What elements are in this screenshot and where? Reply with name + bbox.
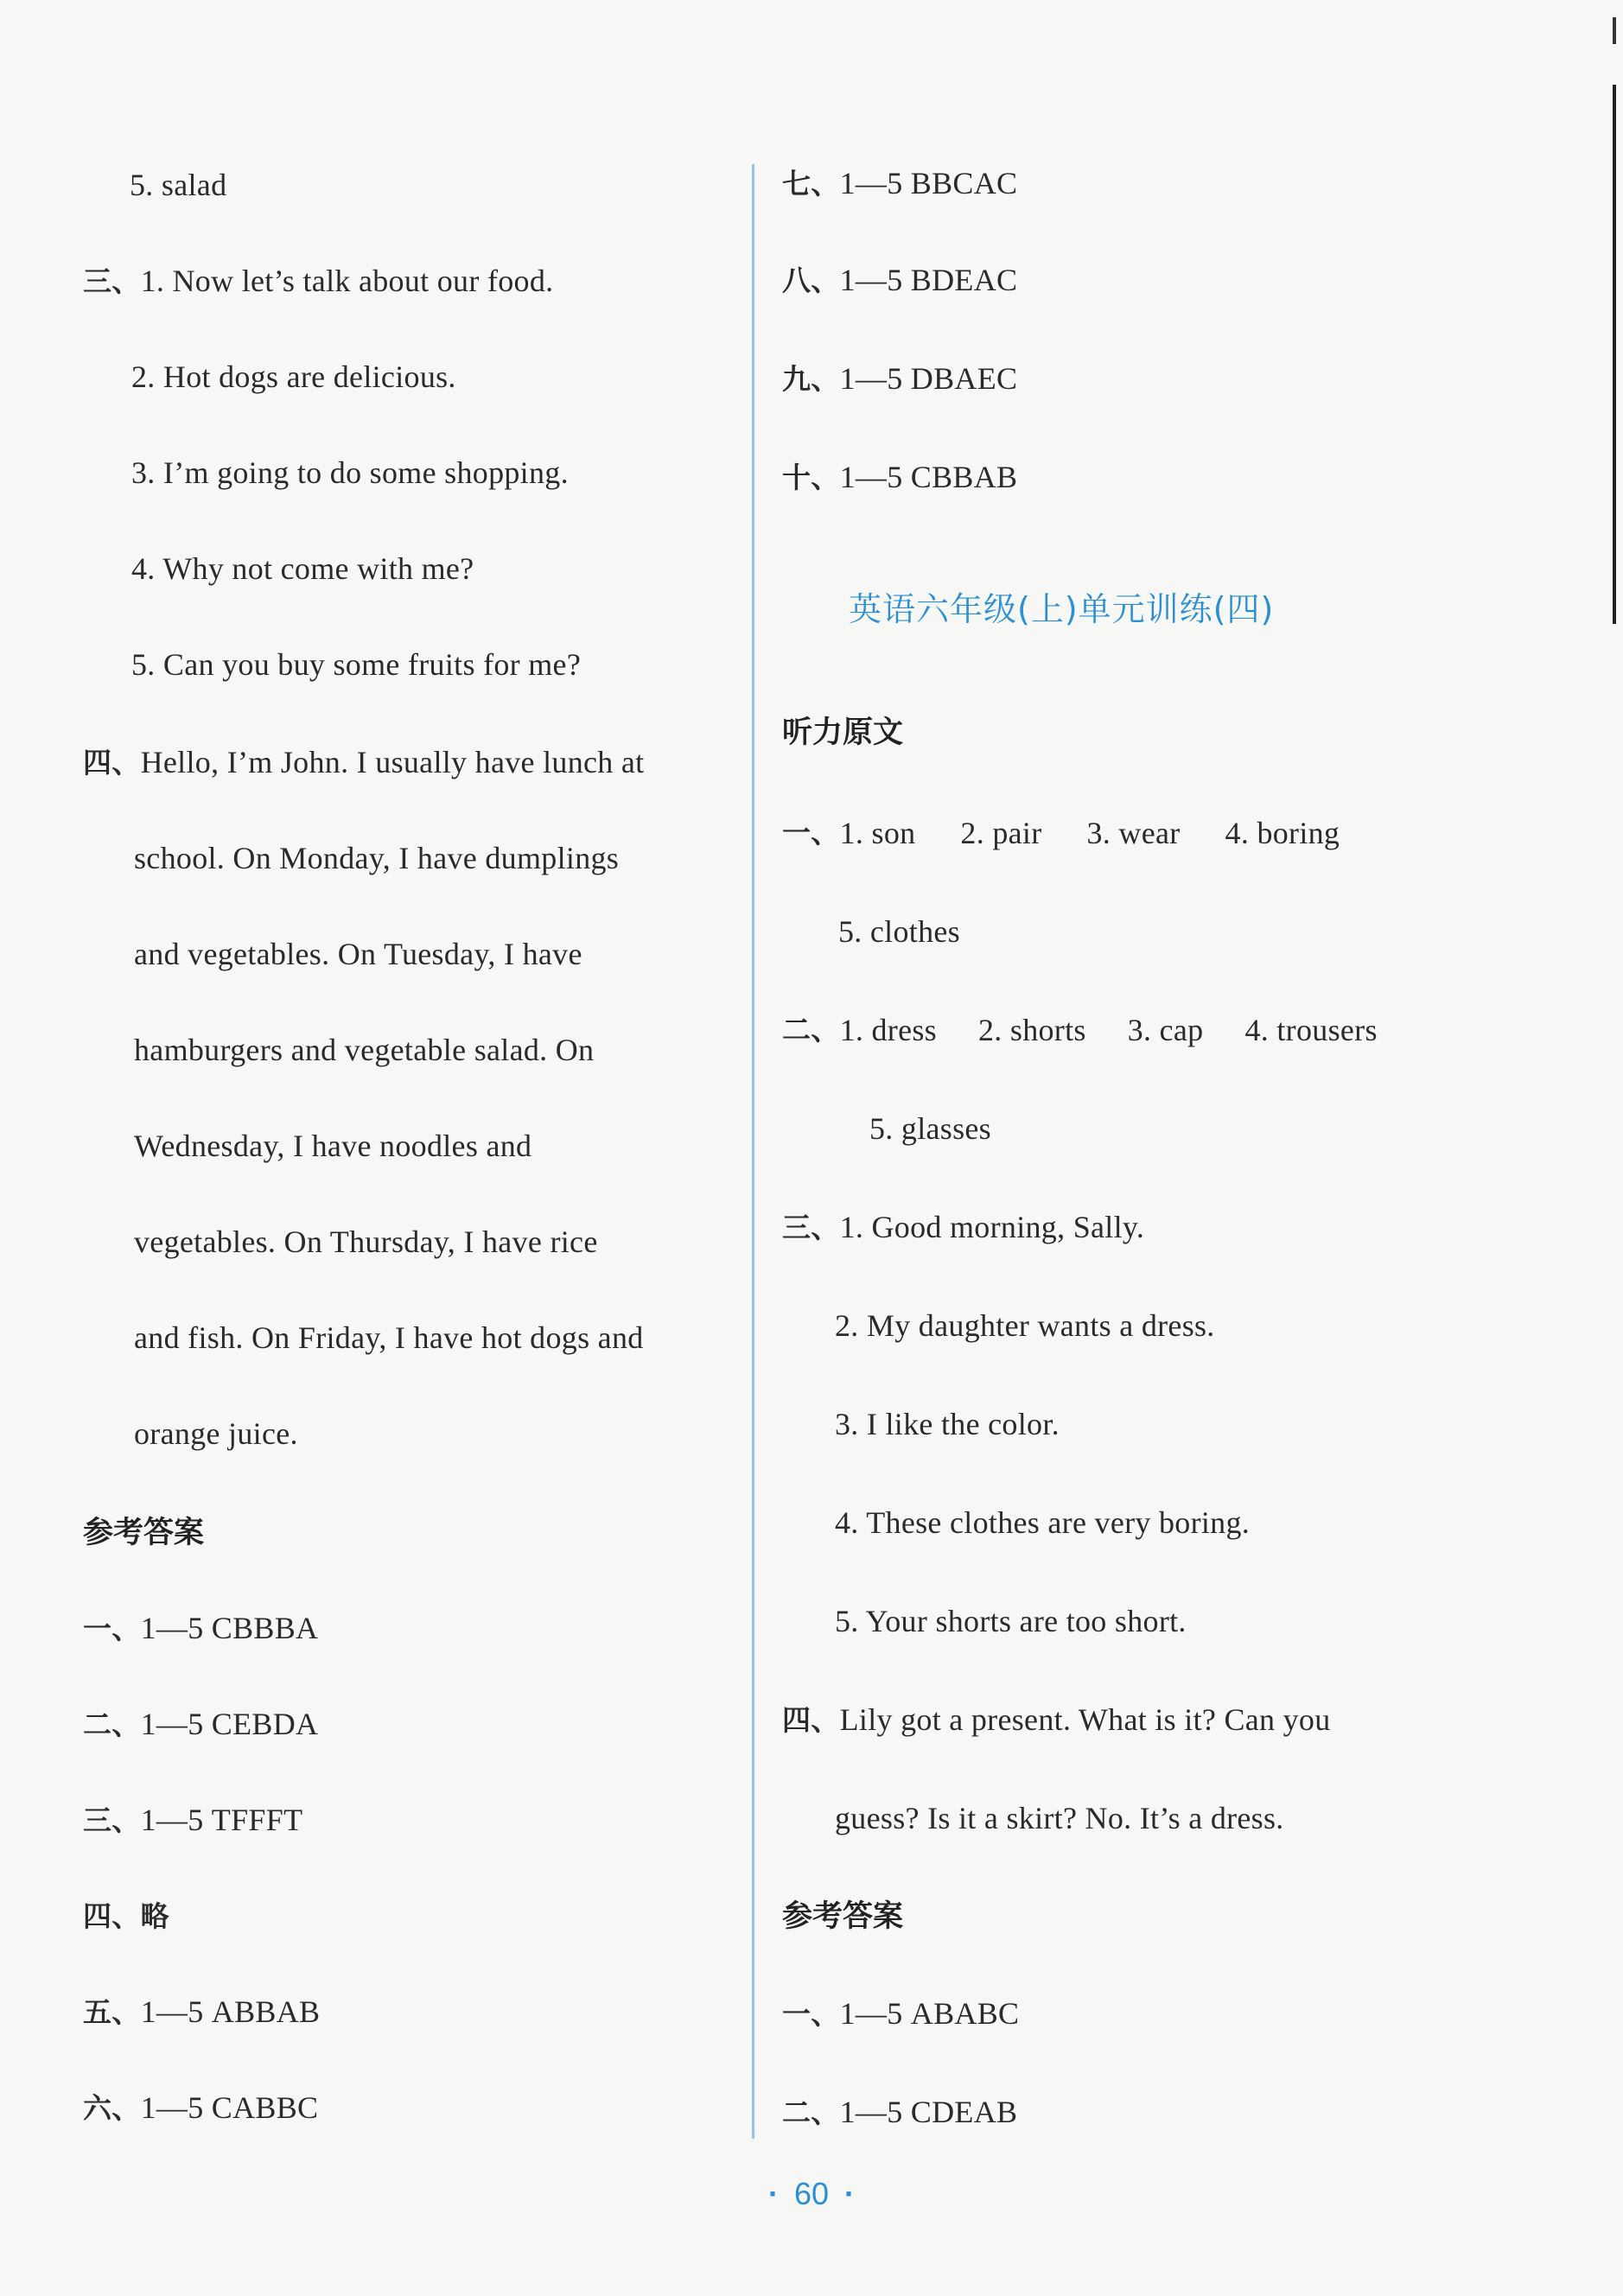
right-q4-line-2: guess? Is it a skirt? No. It’s a dress. xyxy=(835,1801,1284,1835)
left-answers-heading: 参考答案 xyxy=(83,1516,205,1550)
right-answer-10: 十、1—5 CBBAB xyxy=(782,460,1018,494)
page-number-value: 60 xyxy=(793,2176,830,2211)
column-divider xyxy=(752,164,754,2139)
right-q4-label: 四、 xyxy=(782,1703,840,1737)
left-q4-label: 四、 xyxy=(83,746,141,779)
right-q1-item: 3. wear xyxy=(1086,816,1181,850)
right-q1-item: 1. son xyxy=(839,816,916,850)
left-q3-label: 三、 xyxy=(83,264,141,298)
page-dot-left: · xyxy=(767,2176,779,2211)
left-answer-6: 六、1—5 CABBC xyxy=(83,2090,319,2125)
right-answer-8: 八、1—5 BDEAC xyxy=(782,263,1018,297)
left-answer-4: 四、略 xyxy=(83,1899,169,1933)
page-number xyxy=(0,2176,1623,2212)
left-q4-line-7: and fish. On Friday, I have hot dogs and xyxy=(134,1320,644,1355)
left-item-salad: 5. salad xyxy=(130,168,227,202)
left-q3-2: 2. Hot dogs are delicious. xyxy=(131,359,456,394)
right-q2-label: 二、 xyxy=(782,1013,840,1046)
right-q3-4: 4. These clothes are very boring. xyxy=(835,1505,1251,1540)
left-q4-line-1: 四、Hello, I’m John. I usually have lunch at xyxy=(83,745,645,779)
right-q3-2: 2. My daughter wants a dress. xyxy=(835,1308,1215,1343)
left-q4-line-5: Wednesday, I have noodles and xyxy=(134,1129,532,1163)
left-q4-line-8: orange juice. xyxy=(134,1416,298,1451)
right-answers-heading: 参考答案 xyxy=(782,1899,904,1934)
right-answer-9: 九、1—5 DBAEC xyxy=(782,361,1018,396)
right-answer-7: 七、1—5 BBCAC xyxy=(782,166,1018,200)
right-answer-1: 一、1—5 ABABC xyxy=(782,1996,1020,2031)
right-q3-3: 3. I like the color. xyxy=(835,1407,1060,1441)
right-q2-line xyxy=(782,1011,1422,1049)
right-q3-1: 三、1. Good morning, Sally. xyxy=(782,1210,1145,1244)
right-q2-item: 1. dress xyxy=(839,1013,937,1047)
left-q4-line-4: hamburgers and vegetable salad. On xyxy=(134,1033,595,1067)
right-q3-5: 5. Your shorts are too short. xyxy=(835,1604,1187,1638)
left-answer-3: 三、1—5 TFFFT xyxy=(83,1803,303,1837)
right-q2-item: 2. shorts xyxy=(978,1013,1086,1047)
left-q3-1: 三、1. Now let’s talk about our food. xyxy=(83,264,554,298)
right-q4-line-1: 四、Lily got a present. What is it? Can you xyxy=(782,1702,1331,1737)
right-q2-item: 4. trousers xyxy=(1244,1013,1378,1047)
right-q1-label: 一、 xyxy=(782,816,840,849)
left-answer-1: 一、1—5 CBBBA xyxy=(83,1611,319,1645)
section-title: 英语六年级(上)单元训练(四) xyxy=(849,590,1275,628)
right-q1-item: 4. boring xyxy=(1225,816,1340,850)
left-q4-line-2: school. On Monday, I have dumplings xyxy=(134,841,620,875)
left-q3-4: 4. Why not come with me? xyxy=(131,551,474,586)
left-q4-line-6: vegetables. On Thursday, I have rice xyxy=(134,1224,598,1259)
left-q4-line-3: and vegetables. On Tuesday, I have xyxy=(134,937,582,971)
left-answer-2: 二、1—5 CEBDA xyxy=(83,1707,319,1741)
scan-edge-mark xyxy=(1613,17,1616,691)
left-answer-5: 五、1—5 ABBAB xyxy=(83,1994,321,2029)
left-q3-3: 3. I’m going to do some shopping. xyxy=(131,455,569,490)
page-dot-right: · xyxy=(844,2176,856,2211)
right-answer-2: 二、1—5 CDEAB xyxy=(782,2095,1018,2129)
left-q3-5: 5. Can you buy some fruits for me? xyxy=(131,647,582,682)
right-q1-line xyxy=(782,814,1387,852)
listening-heading: 听力原文 xyxy=(782,716,904,750)
right-q3-label: 三、 xyxy=(782,1211,840,1244)
right-q2-item: 3. cap xyxy=(1127,1013,1204,1047)
right-q1-5: 5. clothes xyxy=(838,914,960,949)
right-q2-5: 5. glasses xyxy=(869,1111,991,1146)
right-q1-item: 2. pair xyxy=(960,816,1042,850)
